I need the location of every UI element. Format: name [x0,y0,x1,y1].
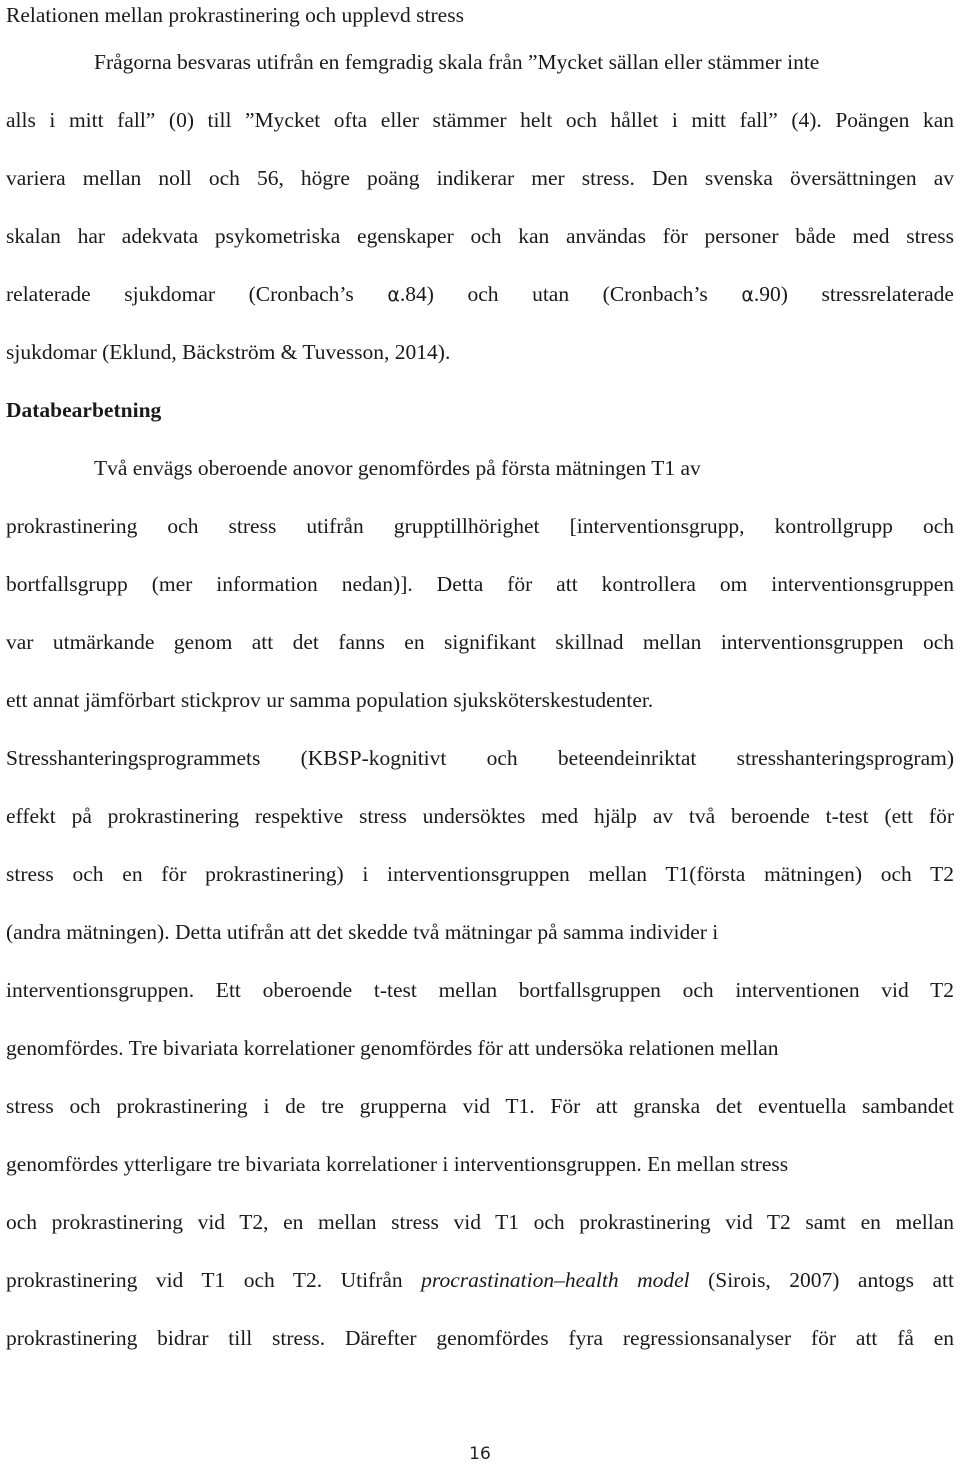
paragraph-line: (andra mätningen). Detta utifrån att det skedde två mätningar på samma individer i [6,920,719,944]
page-number: 16 [469,1444,491,1464]
paragraph-line-with-model [6,1265,954,1295]
text-segment: (Sirois, 2007) antogs att [689,1268,954,1292]
paragraph-line: och prokrastinering vid T2, en mellan stress vid T1 och prokrastinering vid T2 samt en mellan [6,1210,954,1234]
text-segment: .84) och utan (Cronbach’s [399,282,742,306]
paragraph-line: var utmärkande genom att det fanns en signifikant skillnad mellan interventionsgruppen och [6,630,954,654]
paragraph-line: prokrastinering bidrar till stress. Därefter genomfördes fyra regressionsanalyser för att få en [6,1326,954,1350]
text-segment: .90) stressrelaterade [753,282,954,306]
paragraph-line: bortfallsgrupp (mer information nedan)]. Detta för att kontrollera om interventionsgruppen [6,572,954,596]
section-title: Relationen mellan prokrastinering och upplevd stress [6,3,464,27]
paragraph-line: Två envägs oberoende anovor genomfördes på första mätningen T1 av [94,456,701,480]
paragraph-line: interventionsgruppen. Ett oberoende t-test mellan bortfallsgruppen och interventionen vid T2 [6,978,954,1002]
alpha-symbol: α [741,284,754,306]
paragraph-line: genomfördes ytterligare tre bivariata korrelationer i interventionsgruppen. En mellan stress [6,1152,789,1176]
paragraph-line-with-alpha [6,279,954,310]
paragraph-line: effekt på prokrastinering respektive stress undersöktes med hjälp av två beroende t-test (ett för [6,804,954,828]
paragraph-line: Stresshanteringsprogrammets (KBSP-kognitivt och beteendeinriktat stresshanteringsprogram) [6,746,954,770]
paragraph-line: variera mellan noll och 56, högre poäng indikerar mer stress. Den svenska översättningen av [6,166,954,190]
paragraph-line: alls i mitt fall” (0) till ”Mycket ofta eller stämmer helt och hållet i mitt fall” (4). Poängen kan [6,108,954,132]
paragraph-line: stress och prokrastinering i de tre grupperna vid T1. För att granska det eventuella sambandet [6,1094,954,1118]
paragraph-line: stress och en för prokrastinering) i interventionsgruppen mellan T1(första mätningen) och T2 [6,862,954,886]
paragraph-line: Frågorna besvaras utifrån en femgradig skala från ”Mycket sällan eller stämmer inte [94,50,820,74]
text-segment: relaterade sjukdomar (Cronbach’s [6,282,388,306]
paragraph-line: genomfördes. Tre bivariata korrelationer genomfördes för att undersöka relationen mellan [6,1036,779,1060]
section-heading: Databearbetning [6,398,162,422]
paragraph-line: skalan har adekvata psykometriska egenskaper och kan användas för personer både med stress [6,224,954,248]
paragraph-line: sjukdomar (Eklund, Bäckström & Tuvesson, 2014). [6,340,451,364]
text-segment: prokrastinering vid T1 och T2. Utifrån [6,1268,422,1292]
paragraph-line: ett annat jämförbart stickprov ur samma population sjuksköterskestudenter. [6,688,654,712]
alpha-symbol: α [387,284,400,306]
model-name: procrastination–health model [421,1268,690,1292]
paragraph-line: prokrastinering och stress utifrån grupptillhörighet [interventionsgrupp, kontrollgrupp och [6,514,954,538]
